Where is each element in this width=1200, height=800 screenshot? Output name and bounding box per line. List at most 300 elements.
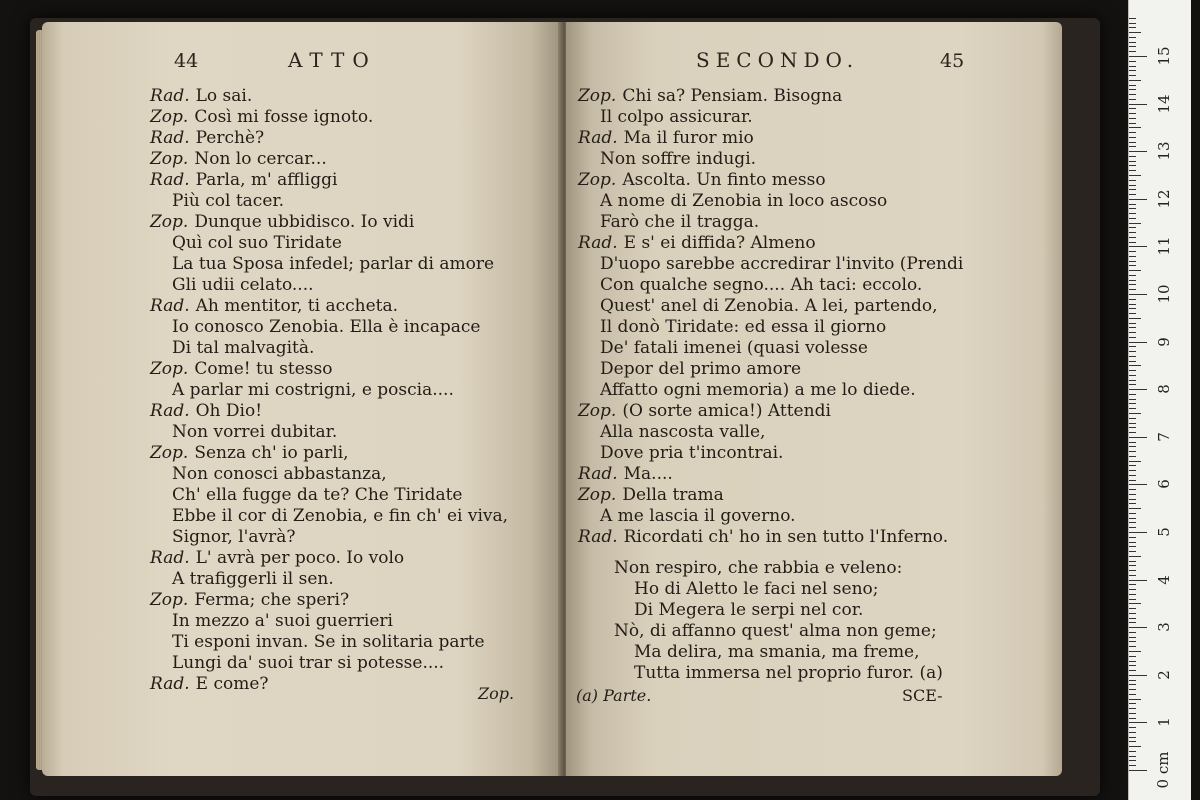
verse-text: Ma....	[623, 464, 673, 484]
text-line	[578, 296, 963, 317]
aria-verse: Ho di Aletto le faci nel seno;	[634, 579, 879, 599]
verse-text: Lo sai.	[195, 86, 253, 106]
ruler-tick	[1129, 113, 1136, 114]
ruler-tick	[1129, 85, 1136, 86]
right-page-number: 45	[940, 50, 965, 72]
ruler-tick	[1129, 713, 1136, 714]
speaker-label: Rad.	[150, 401, 190, 421]
ruler-tick	[1129, 613, 1136, 614]
text-line	[150, 296, 508, 317]
ruler-label: 13	[1155, 141, 1173, 161]
verse-text: Dunque ubbidisco. Io vidi	[194, 212, 415, 232]
ruler-tick	[1129, 608, 1136, 609]
ruler-tick	[1129, 284, 1136, 285]
left-page	[42, 22, 562, 776]
ruler-tick	[1129, 118, 1136, 119]
ruler-tick	[1129, 42, 1136, 43]
ruler-tick	[1129, 75, 1136, 76]
ruler-tick	[1129, 294, 1147, 295]
verse-text: Oh Dio!	[195, 401, 263, 421]
verse-text: Signor, l'avrà?	[172, 527, 296, 547]
text-line	[150, 359, 508, 380]
ruler-tick	[1129, 456, 1136, 457]
ruler-tick	[1129, 484, 1147, 485]
ruler-tick	[1129, 737, 1136, 738]
text-line	[150, 632, 508, 653]
ruler-tick	[1129, 323, 1136, 324]
ruler-tick	[1129, 337, 1136, 338]
ruler-label: 3	[1155, 622, 1173, 632]
verse-text: D'uopo sarebbe accredirar l'invito (Prendi	[600, 254, 964, 274]
verse-text: Il donò Tiridate: ed essa il giorno	[600, 317, 887, 337]
ruler-tick	[1129, 218, 1136, 219]
speaker-label: Zop.	[150, 359, 189, 379]
ruler-tick	[1129, 213, 1136, 214]
verse-text: A parlar mi costrigni, e poscia....	[172, 380, 454, 400]
verse-text: Chi sa? Pensiam. Bisogna	[622, 86, 843, 106]
ruler-tick	[1129, 508, 1141, 509]
ruler-tick	[1129, 665, 1136, 666]
ruler-tick	[1129, 270, 1141, 271]
ruler-tick	[1129, 70, 1136, 71]
aria-block	[614, 558, 943, 684]
ruler-tick	[1129, 403, 1136, 404]
text-line	[578, 254, 963, 275]
ruler-label: 0 cm	[1154, 751, 1172, 789]
ruler-tick	[1129, 261, 1136, 262]
text-line	[150, 317, 508, 338]
ruler-tick	[1129, 532, 1147, 533]
aria-verse: Tutta immersa nel proprio furor. (a)	[634, 663, 943, 683]
ruler-label: 15	[1155, 46, 1173, 66]
ruler-tick	[1129, 556, 1141, 557]
ruler-tick	[1129, 246, 1147, 247]
verse-text: Ricordati ch' ho in sen tutto l'Inferno.	[623, 527, 949, 547]
ruler-tick	[1129, 651, 1141, 652]
speaker-label: Rad.	[150, 170, 190, 190]
ruler-tick	[1129, 280, 1136, 281]
ruler-label: 1	[1155, 717, 1173, 728]
text-line	[150, 548, 508, 569]
text-line	[578, 506, 963, 527]
text-line	[150, 170, 508, 191]
verse-text: Farò che il tragga.	[600, 212, 760, 232]
speaker-label: Rad.	[150, 128, 190, 148]
ruler-tick	[1129, 470, 1136, 471]
ruler-tick	[1129, 389, 1147, 390]
ruler-tick	[1129, 46, 1136, 47]
ruler-tick	[1129, 313, 1136, 314]
ruler-tick	[1129, 289, 1136, 290]
verse-text: Come! tu stesso	[194, 359, 333, 379]
ruler-tick	[1129, 627, 1147, 628]
ruler-tick	[1129, 746, 1141, 747]
ruler-tick	[1129, 361, 1136, 362]
ruler-tick	[1129, 199, 1147, 200]
ruler-tick	[1129, 384, 1136, 385]
ruler-tick	[1129, 480, 1136, 481]
ruler-tick	[1129, 437, 1147, 438]
ruler-tick	[1129, 732, 1136, 733]
measurement-ruler	[1128, 0, 1191, 800]
ruler-tick	[1129, 694, 1136, 695]
ruler-tick	[1129, 185, 1136, 186]
text-line	[150, 611, 508, 632]
ruler-tick	[1129, 318, 1141, 319]
ruler-tick	[1129, 722, 1147, 723]
ruler-label: 7	[1155, 432, 1173, 442]
ruler-label: 5	[1155, 527, 1173, 537]
ruler-tick	[1129, 718, 1136, 719]
verse-text: Di tal malvagità.	[172, 338, 315, 358]
text-line	[150, 191, 508, 212]
ruler-tick	[1129, 342, 1147, 343]
ruler-tick	[1129, 394, 1136, 395]
ruler-tick	[1129, 142, 1136, 143]
ruler-tick	[1129, 265, 1136, 266]
verse-text: Non lo cercar...	[194, 149, 327, 169]
speaker-label: Rad.	[150, 548, 190, 568]
speaker-label: Rad.	[150, 296, 190, 316]
ruler-tick	[1129, 51, 1136, 52]
ruler-tick	[1129, 251, 1136, 252]
left-running-head: ATTO	[288, 48, 377, 72]
ruler-tick	[1129, 375, 1136, 376]
verse-text: L' avrà per poco. Io volo	[195, 548, 405, 568]
ruler-tick	[1129, 599, 1136, 600]
ruler-tick	[1129, 66, 1136, 67]
text-line	[150, 401, 508, 422]
ruler-tick	[1129, 27, 1136, 28]
text-line	[150, 464, 508, 485]
ruler-tick	[1129, 727, 1136, 728]
ruler-tick	[1129, 332, 1136, 333]
ruler-tick	[1129, 346, 1136, 347]
text-line	[150, 338, 508, 359]
ruler-tick	[1129, 751, 1136, 752]
ruler-label: 8	[1155, 384, 1173, 394]
text-line	[150, 212, 508, 233]
ruler-tick	[1129, 365, 1141, 366]
verse-text: Più col tacer.	[172, 191, 285, 211]
text-line	[578, 380, 963, 401]
verse-text: Il colpo assicurar.	[600, 107, 753, 127]
ruler-tick	[1129, 170, 1136, 171]
verse-text: Con qualche segno.... Ah taci: eccolo.	[600, 275, 923, 295]
ruler-tick	[1129, 656, 1136, 657]
ruler-tick	[1129, 308, 1136, 309]
text-line	[150, 128, 508, 149]
text-line	[578, 422, 963, 443]
left-page-number: 44	[174, 50, 199, 72]
ruler-tick	[1129, 684, 1136, 685]
ruler-tick	[1129, 542, 1136, 543]
ruler-tick	[1129, 584, 1136, 585]
text-line	[578, 86, 963, 107]
text-line	[150, 422, 508, 443]
ruler-tick	[1129, 699, 1141, 700]
ruler-tick	[1129, 299, 1136, 300]
ruler-tick	[1129, 108, 1136, 109]
ruler-tick	[1129, 242, 1136, 243]
verse-text: Così mi fosse ignoto.	[194, 107, 374, 127]
text-line	[578, 359, 963, 380]
text-line	[150, 443, 508, 464]
left-text-block	[150, 86, 508, 695]
aria-verse: Nò, di affanno quest' alma non geme;	[614, 621, 937, 641]
ruler-tick	[1129, 80, 1141, 81]
ruler-tick	[1129, 442, 1136, 443]
speaker-label: Zop.	[150, 107, 189, 127]
ruler-label: 2	[1155, 670, 1173, 680]
ruler-tick	[1129, 123, 1136, 124]
ruler-tick	[1129, 304, 1136, 305]
text-line	[150, 275, 508, 296]
ruler-tick	[1129, 156, 1136, 157]
verse-text: Quest' anel di Zenobia. A lei, partendo,	[600, 296, 938, 316]
ruler-tick	[1129, 618, 1136, 619]
ruler-tick	[1129, 175, 1141, 176]
ruler-tick	[1129, 356, 1136, 357]
ruler-tick	[1129, 451, 1136, 452]
ruler-tick	[1129, 446, 1136, 447]
verse-text: De' fatali imenei (quasi volesse	[600, 338, 868, 358]
verse-text: Alla nascosta valle,	[600, 422, 766, 442]
verse-text: Gli udii celato....	[172, 275, 314, 295]
ruler-tick	[1129, 194, 1136, 195]
speaker-label: Zop.	[150, 149, 189, 169]
ruler-tick	[1129, 208, 1136, 209]
ruler-tick	[1129, 703, 1136, 704]
text-line	[578, 317, 963, 338]
ruler-tick	[1129, 632, 1136, 633]
right-running-head: SECONDO.	[696, 48, 860, 72]
ruler-tick	[1129, 61, 1136, 62]
text-line	[578, 464, 963, 485]
verse-text: Ebbe il cor di Zenobia, e fin ch' ei viva,	[172, 506, 509, 526]
ruler-tick	[1129, 494, 1136, 495]
text-line	[150, 674, 508, 695]
ruler-tick	[1129, 661, 1136, 662]
verse-text: La tua Sposa infedel; parlar di amore	[172, 254, 495, 274]
aria-verse: Non respiro, che rabbia e veleno:	[614, 558, 903, 578]
ruler-tick	[1129, 503, 1136, 504]
ruler-tick	[1129, 132, 1136, 133]
text-line	[150, 86, 508, 107]
verse-text: Ma il furor mio	[623, 128, 754, 148]
ruler-tick	[1129, 741, 1136, 742]
text-line	[578, 149, 963, 170]
ruler-tick	[1129, 565, 1136, 566]
ruler-tick	[1129, 180, 1136, 181]
ruler-tick	[1129, 522, 1136, 523]
ruler-tick	[1129, 127, 1141, 128]
verse-text: Non vorrei dubitar.	[172, 422, 338, 442]
ruler-tick	[1129, 580, 1147, 581]
right-text-block	[578, 86, 963, 548]
ruler-tick	[1129, 223, 1141, 224]
ruler-tick	[1129, 18, 1136, 19]
ruler-tick	[1129, 570, 1136, 571]
text-line	[150, 569, 508, 590]
verse-text: Ch' ella fugge da te? Che Tiridate	[172, 485, 463, 505]
ruler-tick	[1129, 275, 1136, 276]
right-page	[566, 22, 1062, 776]
text-line	[150, 527, 508, 548]
ruler-tick	[1129, 518, 1136, 519]
verse-text: Perchè?	[195, 128, 265, 148]
speaker-label: Zop.	[150, 590, 189, 610]
verse-text: Senza ch' io parli,	[194, 443, 349, 463]
ruler-tick	[1129, 56, 1147, 57]
ruler-tick	[1129, 756, 1136, 757]
speaker-label: Rad.	[150, 674, 190, 694]
verse-text: A trafiggerli il sen.	[172, 569, 334, 589]
verse-text: Parla, m' affliggi	[195, 170, 338, 190]
ruler-tick	[1129, 370, 1136, 371]
ruler-tick	[1129, 89, 1136, 90]
verse-text: Ascolta. Un finto messo	[622, 170, 826, 190]
ruler-tick	[1129, 637, 1136, 638]
ruler-tick	[1129, 161, 1136, 162]
ruler-tick	[1129, 770, 1147, 771]
ruler-tick	[1129, 641, 1136, 642]
ruler-tick	[1129, 760, 1136, 761]
ruler-tick	[1129, 603, 1141, 604]
ruler-tick	[1129, 675, 1147, 676]
text-line	[578, 212, 963, 233]
verse-text: Depor del primo amore	[600, 359, 802, 379]
ruler-tick	[1129, 189, 1136, 190]
text-line	[578, 401, 963, 422]
ruler-tick	[1129, 408, 1136, 409]
verse-text: Dove pria t'incontrai.	[600, 443, 784, 463]
text-line	[150, 653, 508, 674]
ruler-tick	[1129, 489, 1136, 490]
text-line	[150, 233, 508, 254]
verse-text: Affatto ogni memoria) a me lo diede.	[600, 380, 916, 400]
ruler-tick	[1129, 646, 1136, 647]
ruler-tick	[1129, 475, 1136, 476]
speaker-label: Zop.	[578, 401, 617, 421]
verse-text: Quì col suo Tiridate	[172, 233, 342, 253]
ruler-tick	[1129, 256, 1136, 257]
text-line	[150, 107, 508, 128]
text-line	[578, 443, 963, 464]
ruler-tick	[1129, 237, 1136, 238]
ruler-tick	[1129, 94, 1136, 95]
verse-text: A nome di Zenobia in loco ascoso	[600, 191, 888, 211]
ruler-label: 14	[1155, 94, 1173, 114]
right-catchword: SCE-	[902, 686, 943, 705]
speaker-label: Zop.	[578, 170, 617, 190]
text-line	[578, 191, 963, 212]
text-line	[578, 275, 963, 296]
ruler-tick	[1129, 137, 1136, 138]
ruler-tick	[1129, 513, 1136, 514]
ruler-tick	[1129, 204, 1136, 205]
ruler-tick	[1129, 765, 1136, 766]
ruler-tick	[1129, 575, 1136, 576]
ruler-tick	[1129, 537, 1136, 538]
ruler-tick	[1129, 551, 1136, 552]
ruler-label: 11	[1155, 236, 1173, 256]
ruler-tick	[1129, 151, 1147, 152]
verse-text: In mezzo a' suoi guerrieri	[172, 611, 393, 631]
speaker-label: Zop.	[578, 485, 617, 505]
ruler-label: 4	[1155, 574, 1173, 585]
text-line	[150, 506, 508, 527]
speaker-label: Zop.	[578, 86, 617, 106]
speaker-label: Rad.	[578, 233, 618, 253]
ruler-tick	[1129, 546, 1136, 547]
ruler-tick	[1129, 465, 1136, 466]
text-line	[578, 233, 963, 254]
verse-text: Non conosci abbastanza,	[172, 464, 387, 484]
ruler-tick	[1129, 146, 1136, 147]
ruler-label: 9	[1155, 336, 1173, 347]
verse-text: E s' ei diffida? Almeno	[623, 233, 816, 253]
ruler-tick	[1129, 561, 1136, 562]
ruler-tick	[1129, 413, 1141, 414]
ruler-tick	[1129, 499, 1136, 500]
ruler-tick	[1129, 227, 1136, 228]
speaker-label: Zop.	[150, 443, 189, 463]
text-line	[150, 149, 508, 170]
text-line	[578, 485, 963, 506]
verse-text: Ah mentitor, ti accheta.	[195, 296, 399, 316]
ruler-tick	[1129, 104, 1147, 105]
ruler-tick	[1129, 418, 1136, 419]
ruler-label: 12	[1155, 189, 1173, 209]
ruler-tick	[1129, 351, 1136, 352]
ruler-tick	[1129, 232, 1136, 233]
verse-text: E come?	[195, 674, 269, 694]
ruler-tick	[1129, 380, 1136, 381]
ruler-tick	[1129, 527, 1136, 528]
ruler-tick	[1129, 32, 1141, 33]
text-line	[578, 527, 963, 548]
ruler-tick	[1129, 594, 1136, 595]
ruler-tick	[1129, 427, 1136, 428]
verse-text: A me lascia il governo.	[600, 506, 796, 526]
left-catchword: Zop.	[478, 684, 515, 703]
verse-text: Ti esponi invan. Se in solitaria parte	[172, 632, 485, 652]
ruler-tick	[1129, 399, 1136, 400]
ruler-tick	[1129, 689, 1136, 690]
text-line	[578, 128, 963, 149]
verse-text: Io conosco Zenobia. Ella è incapace	[172, 317, 481, 337]
ruler-label: 10	[1155, 284, 1173, 304]
ruler-tick	[1129, 23, 1136, 24]
ruler-tick	[1129, 432, 1136, 433]
ruler-tick	[1129, 99, 1136, 100]
verse-text: Lungi da' suoi trar si potesse....	[172, 653, 445, 673]
right-footnote: (a) Parte.	[576, 686, 652, 705]
verse-text: (O sorte amica!) Attendi	[622, 401, 831, 421]
verse-text: Della trama	[622, 485, 724, 505]
verse-text: Ferma; che speri?	[194, 590, 350, 610]
speaker-label: Rad.	[578, 128, 618, 148]
ruler-tick	[1129, 327, 1136, 328]
speaker-label: Zop.	[150, 212, 189, 232]
ruler-tick	[1129, 622, 1136, 623]
aria-verse: Ma delira, ma smania, ma freme,	[634, 642, 920, 662]
text-line	[150, 380, 508, 401]
verse-text: Non soffre indugi.	[600, 149, 757, 169]
ruler-label: 6	[1155, 479, 1173, 490]
ruler-tick	[1129, 708, 1136, 709]
